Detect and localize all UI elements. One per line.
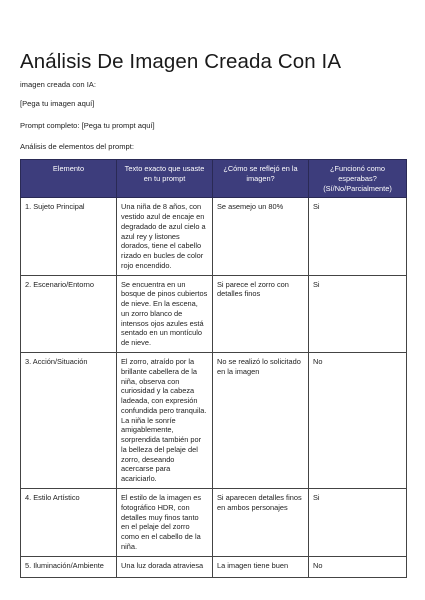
cell-funciono: No bbox=[309, 353, 407, 489]
cell-texto: Una niña de 8 años, con vestido azul de encaje en degradado de azul cielo a azul rey y listones dorados, tiene el cabello rizado en bucles de color rojo encendido. bbox=[117, 198, 213, 275]
cell-reflejo: Si aparecen detalles finos en ambos personajes bbox=[213, 488, 309, 556]
analysis-table bbox=[20, 159, 407, 578]
table-header-row bbox=[21, 160, 407, 198]
cell-texto: Se encuentra en un bosque de pinos cubiertos de nieve. En la escena, un zorro blanco de intensos ojos azules está sentado en un montículo de nieve. bbox=[117, 275, 213, 352]
cell-texto: El zorro, atraído por la brillante cabellera de la niña, observa con curiosidad y la cabeza ladeada, con expresión confundida pero tranquila. La niña le sonríe amigablemente, sorprendida también por la belleza del pelaje del zorro, deseando acercarse para acariciarlo. bbox=[117, 353, 213, 489]
table-row bbox=[21, 556, 407, 577]
prompt-line: Prompt completo: [Pega tu prompt aquí] bbox=[20, 121, 155, 130]
cell-funciono: Si bbox=[309, 488, 407, 556]
cell-texto: El estilo de la imagen es fotográfico HDR, con detalles muy finos tanto en el pelaje del zorro como en el cabello de la niña. bbox=[117, 488, 213, 556]
page-title: Análisis De Imagen Creada Con IA bbox=[20, 50, 342, 73]
cell-funciono: No bbox=[309, 556, 407, 577]
cell-elemento: 1. Sujeto Principal bbox=[21, 198, 117, 275]
header-funciono: ¿Funcionó como esperabas? (Sí/No/Parcialmente) bbox=[309, 160, 407, 198]
table-row bbox=[21, 353, 407, 489]
cell-funciono: Si bbox=[309, 198, 407, 275]
header-reflejo: ¿Cómo se reflejó en la imagen? bbox=[213, 160, 309, 198]
table-row bbox=[21, 275, 407, 352]
image-label: imagen creada con IA: bbox=[20, 80, 96, 89]
cell-texto: Una luz dorada atraviesa bbox=[117, 556, 213, 577]
cell-reflejo: Se asemejo un 80% bbox=[213, 198, 309, 275]
cell-elemento: 2. Escenario/Entorno bbox=[21, 275, 117, 352]
cell-reflejo: No se realizó lo solicitado en la imagen bbox=[213, 353, 309, 489]
cell-elemento: 5. Iluminación/Ambiente bbox=[21, 556, 117, 577]
analysis-label: Análisis de elementos del prompt: bbox=[20, 142, 134, 151]
cell-funciono: Si bbox=[309, 275, 407, 352]
header-texto: Texto exacto que usaste en tu prompt bbox=[117, 160, 213, 198]
cell-reflejo: Si parece el zorro con detalles finos bbox=[213, 275, 309, 352]
header-elemento: Elemento bbox=[21, 160, 117, 198]
image-placeholder: [Pega tu imagen aquí] bbox=[20, 99, 95, 108]
cell-elemento: 3. Acción/Situación bbox=[21, 353, 117, 489]
table-row bbox=[21, 488, 407, 556]
cell-elemento: 4. Estilo Artístico bbox=[21, 488, 117, 556]
table-row bbox=[21, 198, 407, 275]
cell-reflejo: La imagen tiene buen bbox=[213, 556, 309, 577]
